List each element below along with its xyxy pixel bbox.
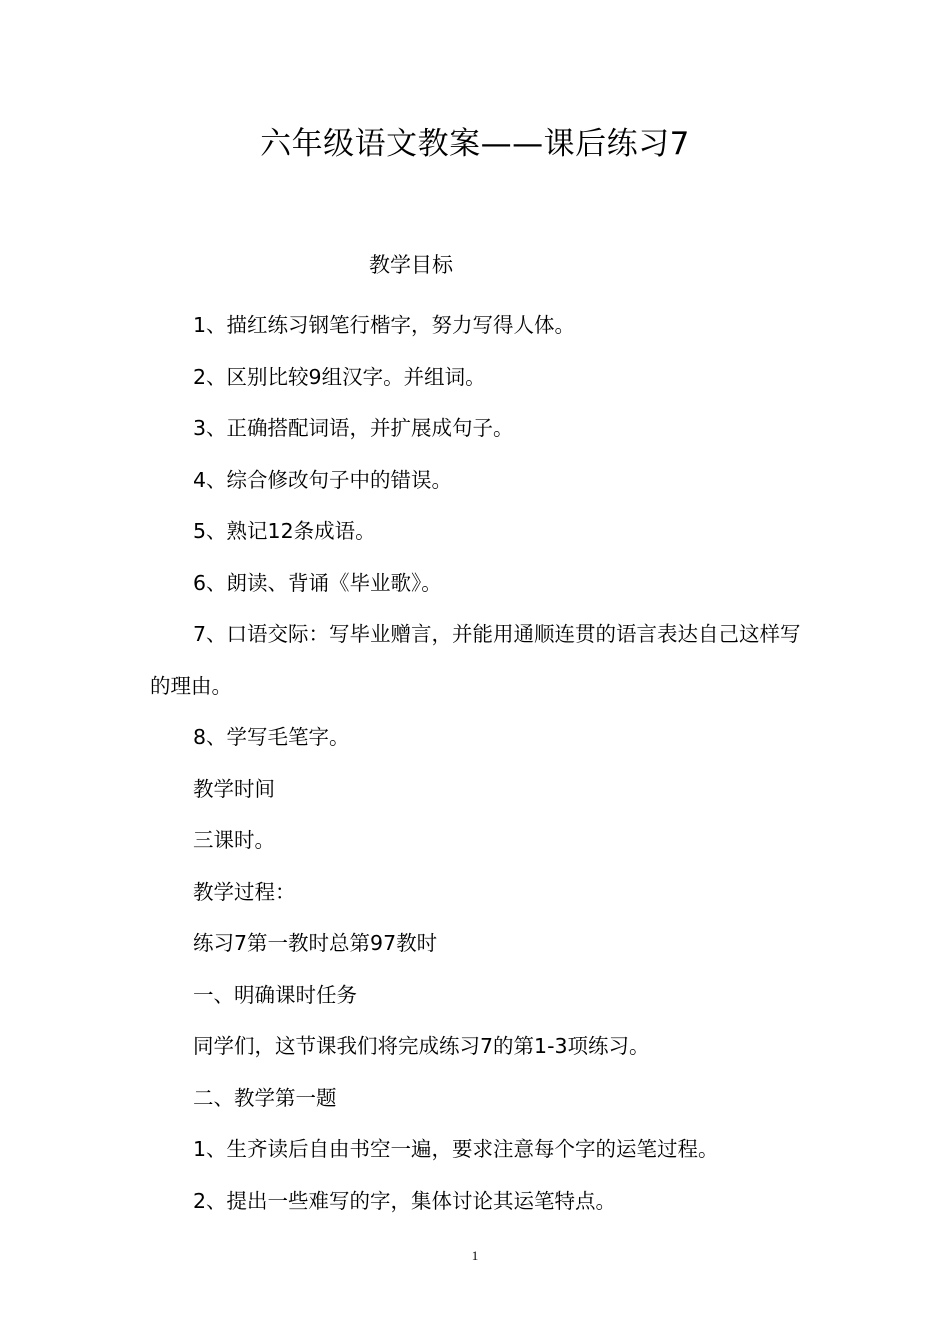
paragraph-1: 1、描红练习钢笔行楷字，努力写得人体。 [193, 313, 576, 337]
paragraph-14: 同学们，这节课我们将完成练习7的第1-3项练习。 [193, 1034, 650, 1058]
paragraph-15: 二、教学第一题 [193, 1085, 337, 1110]
paragraph-8: 8、学写毛笔字。 [193, 725, 350, 749]
paragraph-17: 2、提出一些难写的字，集体讨论其运笔特点。 [193, 1188, 617, 1213]
document-body [150, 300, 810, 1227]
paragraph-4: 4、综合修改句子中的错误。 [193, 467, 453, 492]
document-title: 六年级语文教案——课后练习7 [260, 126, 690, 162]
paragraph-3: 3、正确搭配词语，并扩展成句子。 [193, 416, 514, 440]
paragraph-11: 教学过程： [193, 879, 296, 904]
section-heading: 教学目标 [369, 253, 453, 277]
page-number: 1 [471, 1248, 479, 1263]
paragraph-9: 教学时间 [193, 776, 275, 801]
paragraph-5: 5、熟记12条成语。 [193, 519, 376, 543]
paragraph-16: 1、生齐读后自由书空一遍，要求注意每个字的运笔过程。 [193, 1137, 719, 1161]
paragraph-12: 练习7第一教时总第97教时 [193, 931, 438, 955]
paragraph-13: 一、明确课时任务 [193, 982, 357, 1007]
paragraph-10: 三课时。 [193, 828, 275, 852]
paragraph-7: 7、口语交际：写毕业赠言，并能用通顺连贯的语言表达自己这样写的理由。 [150, 622, 801, 698]
paragraph-2: 2、区别比较9组汉字。并组词。 [193, 364, 486, 389]
paragraph-6: 6、朗读、背诵《毕业歌》。 [193, 570, 442, 595]
